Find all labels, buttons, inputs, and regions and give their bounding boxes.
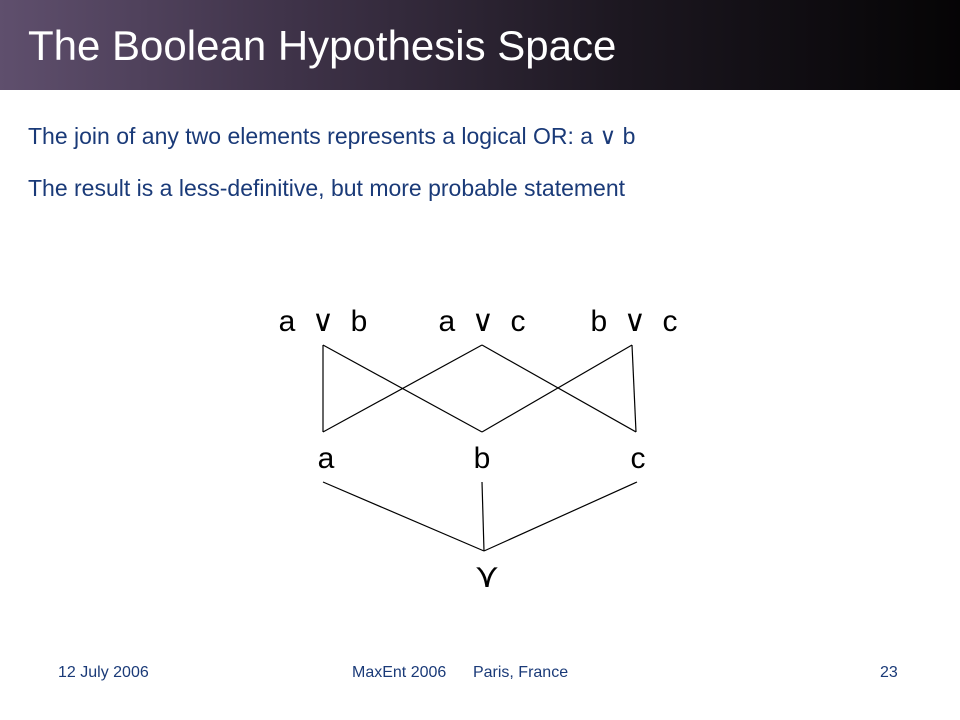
- node-bottom-symbol: ⋎: [474, 557, 500, 595]
- node-c: c: [630, 442, 646, 475]
- footer-conference: MaxEnt 2006 Paris, France: [352, 664, 569, 681]
- node-b-or-c: b ∨ c: [590, 305, 678, 338]
- node-a-or-c: a ∨ c: [438, 305, 526, 338]
- text-line-join-or: The join of any two elements represents a logical OR: a ∨ b: [28, 123, 636, 149]
- node-a: a: [317, 442, 335, 475]
- node-b: b: [473, 442, 491, 475]
- edge-c-bottom: [484, 482, 637, 551]
- edge-b-bottom: [482, 482, 484, 551]
- edge-a-bottom: [323, 482, 484, 551]
- footer-page-number: 23: [880, 664, 898, 681]
- slide-title: The Boolean Hypothesis Space: [28, 22, 617, 69]
- text-line-result: The result is a less-definitive, but more probable statement: [28, 175, 626, 201]
- edge-borc-c: [632, 345, 636, 432]
- footer-date: 12 July 2006: [58, 664, 149, 681]
- node-a-or-b: a ∨ b: [278, 305, 368, 338]
